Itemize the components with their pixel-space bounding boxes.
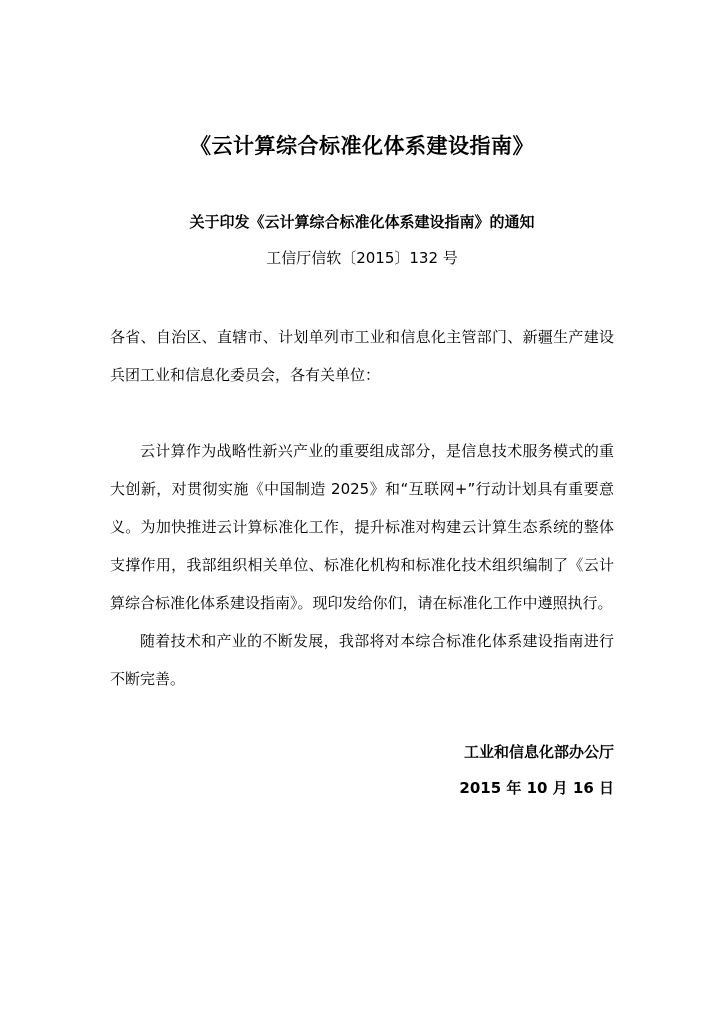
document-number: 工信厅信软〔2015〕132 号 bbox=[266, 249, 458, 267]
addressee: 各省、自治区、直辖市、计划单列市工业和信息化主管部门、新疆生产建设兵团工业和信息化委员会，各有关单位： bbox=[110, 328, 614, 384]
signature-organization: 工业和信息化部办公厅 bbox=[463, 743, 614, 761]
document-title: 《云计算综合标准化体系建设指南》 bbox=[190, 134, 534, 158]
body-paragraph: 云计算作为战略性新兴产业的重要组成部分，是信息技术服务模式的重大创新，对贯彻实施《中国制造 2025》和“互联网+”行动计划具有重要意义。为加快推进云计算标准化工作，提升标准对构建云计算生态系统的整体支撑作用，我部组织相关单位、标准化机构和标准化技术组织编制了《云计算综合标准化体系建设指南》。现印发给你们，请在标准化工作中遵照执行。 bbox=[110, 442, 614, 612]
signature-date: 2015 年 10 月 16 日 bbox=[459, 779, 614, 797]
body-paragraph: 随着技术和产业的不断发展，我部将对本综合标准化体系建设指南进行不断完善。 bbox=[110, 632, 614, 688]
notice-title: 关于印发《云计算综合标准化体系建设指南》的通知 bbox=[189, 213, 535, 231]
